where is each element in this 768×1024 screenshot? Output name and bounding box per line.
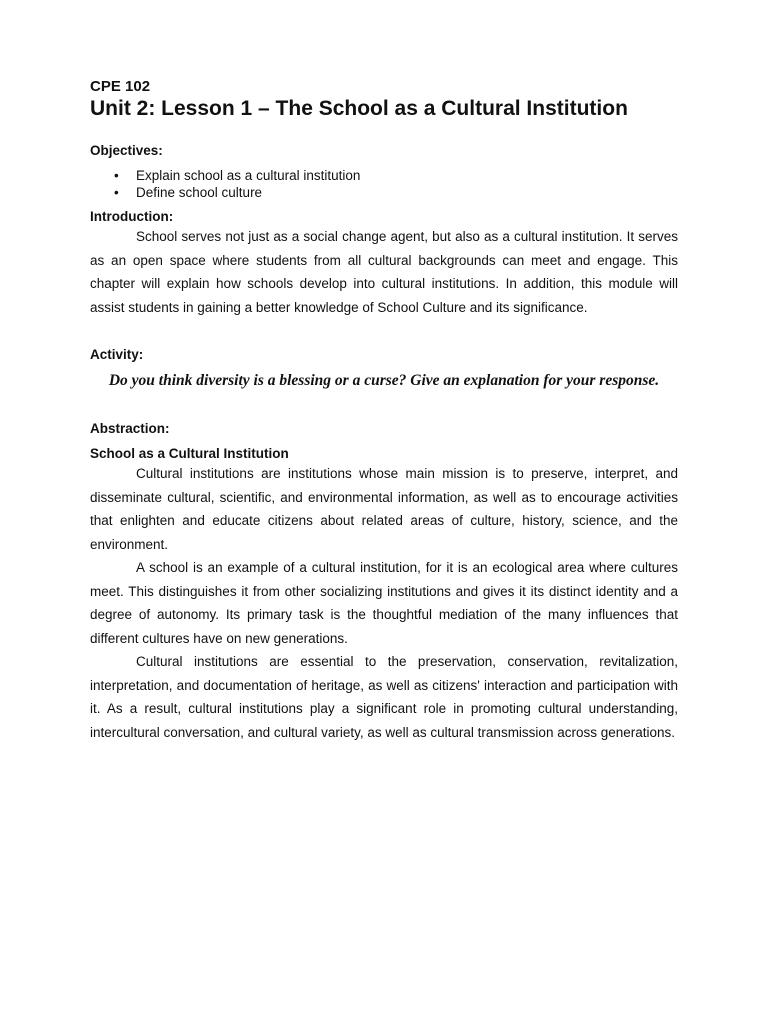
bullet-icon: • — [114, 185, 119, 200]
objective-item — [90, 167, 678, 184]
activity-question: Do you think diversity is a blessing or a curse? Give an explanation for your response. — [108, 372, 660, 389]
introduction-paragraph: School serves not just as a social change agent, but also as a cultural institution. It serves as an open space where students from all cultural backgrounds can meet and engage. This chapter will explain how schools develop into cultural institutions. In addition, this module will assist students in gaining a better knowledge of School Culture and its significance. — [90, 229, 678, 315]
course-code: CPE 102 — [90, 78, 151, 95]
abstraction-paragraph-3: Cultural institutions are essential to the preservation, conservation, revitalization, interpretation, and documentation of heritage, as well as citizens' interaction and participation with it. As a result, cultural institutions play a significant role in promoting cultural understanding, intercultural conversation, and cultural variety, as well as cultural transmission across generations. — [90, 654, 678, 740]
objective-text: Define school culture — [136, 185, 263, 200]
abstraction-paragraph-2: A school is an example of a cultural institution, for it is an ecological area where cultures meet. This distinguishes it from other socializing institutions and gives it its distinct identity and a degree of autonomy. Its primary task is the thoughtful mediation of the many influences that different cultures have on new generations. — [90, 560, 678, 646]
document-page — [90, 78, 678, 744]
introduction-heading: Introduction: — [90, 209, 174, 224]
bullet-icon: • — [114, 168, 119, 183]
lesson-title: Unit 2: Lesson 1 – The School as a Cultural Institution — [90, 97, 628, 120]
activity-heading: Activity: — [90, 347, 144, 362]
abstraction-subheading: School as a Cultural Institution — [90, 446, 289, 461]
abstraction-heading: Abstraction: — [90, 421, 170, 436]
objective-text: Explain school as a cultural institution — [136, 168, 361, 183]
objective-item — [90, 184, 678, 201]
objectives-heading: Objectives: — [90, 143, 163, 158]
abstraction-paragraph-1: Cultural institutions are institutions whose main mission is to preserve, interpret, and disseminate cultural, scientific, and environmental information, as well as to encourage activities that enlighten and educate citizens about related areas of culture, history, science, and the environment. — [90, 466, 678, 552]
objectives-list — [90, 167, 678, 201]
